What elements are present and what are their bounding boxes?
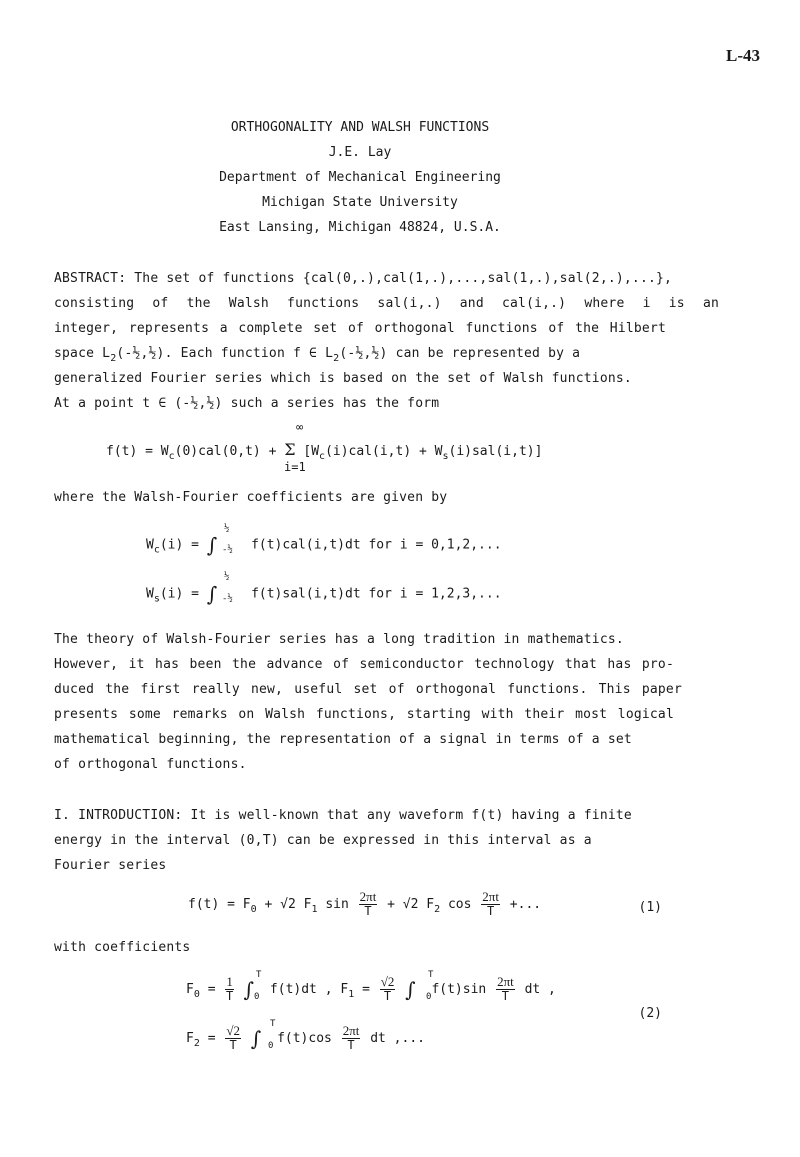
abstract-line-4 bbox=[54, 346, 580, 364]
series-term1: [W bbox=[303, 444, 320, 459]
paragraph-line-5: mathematical beginning, the representation of a signal in terms of a set bbox=[54, 732, 632, 747]
series-lhs: f(t) = W bbox=[106, 444, 169, 459]
ws-upper: ½ bbox=[224, 572, 230, 582]
equation-2-line-1 bbox=[186, 975, 556, 1003]
series-infinity: ∞ bbox=[296, 420, 304, 434]
integral-symbol: ∫ bbox=[206, 582, 218, 606]
intro-line-3: Fourier series bbox=[54, 858, 167, 873]
fraction bbox=[380, 975, 396, 1003]
abstract-line-3: integer, represents a complete set of orthogonal functions of the Hilbert bbox=[54, 321, 666, 336]
author-address: East Lansing, Michigan 48824, U.S.A. bbox=[219, 220, 501, 235]
series-term1b: (i)cal(i,t) + W bbox=[325, 444, 443, 459]
intro-line-1: I. INTRODUCTION: It is well-known that any waveform f(t) having a finite bbox=[54, 808, 632, 823]
eq2-d4: T bbox=[229, 1038, 237, 1053]
eq2-int3-upper: T bbox=[270, 1019, 276, 1029]
wc-lower: -½ bbox=[222, 545, 233, 555]
paragraph-line-1: The theory of Walsh-Fourier series has a long tradition in mathematics. bbox=[54, 632, 624, 647]
equation-2-line-2 bbox=[186, 1024, 425, 1052]
fraction bbox=[225, 975, 234, 1003]
integral-symbol: ∫ bbox=[206, 533, 218, 557]
equation-1 bbox=[188, 890, 541, 918]
series-lower-limit: i=1 bbox=[284, 460, 306, 474]
integral-symbol: ∫ bbox=[405, 977, 416, 1002]
eq1-num2: 2πt bbox=[482, 889, 499, 904]
fraction bbox=[342, 1024, 361, 1052]
ws-lower: -½ bbox=[222, 594, 233, 604]
intro-line-2: energy in the interval (0,T) can be expressed in this interval as a bbox=[54, 833, 592, 848]
walsh-series-equation bbox=[106, 440, 542, 462]
eq1-s0: 0 bbox=[250, 903, 257, 915]
abstract-line-4-sub: 2 bbox=[110, 353, 117, 364]
author-university: Michigan State University bbox=[262, 195, 458, 210]
coefficients-intro: where the Walsh-Fourier coefficients are given by bbox=[54, 490, 448, 505]
abstract-line-4-c: (-½,½) can be represented by a bbox=[339, 346, 581, 361]
eq2-n4: √2 bbox=[226, 1023, 240, 1038]
eq1-d: + √2 F bbox=[387, 896, 435, 912]
eq2-f2s: 2 bbox=[193, 1037, 200, 1049]
eq2-f1s: 1 bbox=[348, 988, 355, 1000]
eq1-den1: T bbox=[364, 904, 372, 919]
abstract-line-6: At a point t ∈ (-½,½) such a series has the form bbox=[54, 396, 440, 411]
eq1-e: cos bbox=[447, 896, 472, 912]
eq2-n3: 2πt bbox=[497, 974, 514, 989]
eq2-b2: f(t)sin bbox=[431, 981, 487, 997]
abstract-line-5: generalized Fourier series which is based on the set of Walsh functions. bbox=[54, 371, 632, 386]
abstract-line-1: ABSTRACT: The set of functions {cal(0,.),cal(1,.),...,sal(1,.),sal(2,.),...}, bbox=[54, 271, 673, 286]
abstract-line-4-b: (-½,½). Each function f ∈ L bbox=[116, 346, 334, 361]
wc-lhs: W bbox=[146, 537, 154, 553]
fraction bbox=[496, 975, 515, 1003]
paper-title: ORTHOGONALITY AND WALSH FUNCTIONS bbox=[230, 120, 490, 135]
fraction bbox=[359, 890, 378, 918]
eq1-den2: T bbox=[487, 904, 495, 919]
eq1-s2: 2 bbox=[434, 903, 441, 915]
wc-arg: (i) = bbox=[159, 537, 199, 553]
eq2-int2-upper: T bbox=[428, 970, 434, 980]
eq1-c: sin bbox=[325, 896, 349, 912]
wc-upper: ½ bbox=[224, 524, 230, 534]
ws-arg: (i) = bbox=[159, 586, 199, 602]
eq2-int1-lower: 0 bbox=[254, 992, 260, 1002]
eq2-b5: dt ,... bbox=[370, 1030, 425, 1046]
author-name: J.E. Lay bbox=[328, 145, 392, 160]
eq2-int2-lower: 0 bbox=[426, 992, 432, 1002]
series-mid: (0)cal(0,t) + bbox=[174, 444, 277, 459]
eq1-a: f(t) = F bbox=[188, 896, 251, 912]
with-coefficients: with coefficients bbox=[54, 940, 191, 955]
eq2-b4: f(t)cos bbox=[277, 1030, 332, 1046]
ws-sub: s bbox=[153, 593, 160, 605]
sigma-symbol: Σ bbox=[284, 440, 296, 459]
eq2-n2: √2 bbox=[380, 974, 395, 989]
integral-symbol: ∫ bbox=[250, 1026, 262, 1051]
integral-symbol: ∫ bbox=[243, 977, 255, 1002]
abstract-line-4-sub2: 2 bbox=[333, 353, 340, 364]
eq2-f0: F bbox=[186, 981, 194, 997]
eq2-d5: T bbox=[347, 1038, 355, 1053]
eq2-eq3: = bbox=[207, 1030, 216, 1046]
series-sub-c: c bbox=[168, 451, 175, 462]
eq2-b3: dt , bbox=[524, 981, 556, 997]
eq2-d3: T bbox=[501, 989, 510, 1004]
equation-number-2: (2) bbox=[638, 1006, 662, 1021]
series-sub-s: s bbox=[442, 451, 449, 462]
author-department: Department of Mechanical Engineering bbox=[219, 170, 501, 185]
paragraph-line-2: However, it has been the advance of semiconductor technology that has pro- bbox=[54, 657, 674, 672]
paragraph-line-3: duced the first really new, useful set of orthogonal functions. This paper bbox=[54, 682, 682, 697]
fraction bbox=[225, 1024, 241, 1052]
eq2-f0s: 0 bbox=[193, 988, 200, 1000]
abstract-line-2: consisting of the Walsh functions sal(i,.) and cal(i,.) where i is an bbox=[54, 296, 719, 311]
page-number: L-43 bbox=[726, 46, 760, 65]
series-sub-c2: c bbox=[319, 451, 326, 462]
fraction bbox=[481, 890, 500, 918]
eq2-n5: 2πt bbox=[342, 1023, 360, 1038]
wc-sub: c bbox=[153, 544, 160, 556]
abstract-line-4-a: space L bbox=[54, 346, 111, 361]
eq2-int1-upper: T bbox=[256, 970, 262, 980]
eq1-f: +... bbox=[509, 896, 542, 912]
paragraph-line-4: presents some remarks on Walsh functions, starting with their most logical bbox=[54, 707, 674, 722]
eq2-int3-lower: 0 bbox=[268, 1041, 274, 1051]
eq1-b: + √2 F bbox=[264, 896, 312, 912]
equation-number-1: (1) bbox=[638, 900, 662, 915]
paragraph-line-6: of orthogonal functions. bbox=[54, 757, 247, 772]
eq2-d1: T bbox=[225, 989, 234, 1004]
ws-equation bbox=[146, 582, 502, 606]
eq2-n1: 1 bbox=[226, 974, 233, 989]
eq2-b1: f(t)dt , F bbox=[269, 981, 349, 997]
eq2-eq2: = bbox=[362, 981, 370, 997]
eq2-d2: T bbox=[383, 989, 392, 1004]
wc-body: f(t)cal(i,t)dt for i = 0,1,2,... bbox=[251, 537, 502, 553]
eq2-f2: F bbox=[186, 1030, 194, 1046]
wc-equation bbox=[146, 533, 502, 557]
ws-body: f(t)sal(i,t)dt for i = 1,2,3,... bbox=[251, 586, 502, 602]
eq1-s1: 1 bbox=[311, 903, 318, 915]
eq1-num1: 2πt bbox=[359, 889, 377, 904]
eq2-eq: = bbox=[207, 981, 216, 997]
series-term2: (i)sal(i,t)] bbox=[448, 444, 543, 459]
ws-lhs: W bbox=[146, 586, 154, 602]
